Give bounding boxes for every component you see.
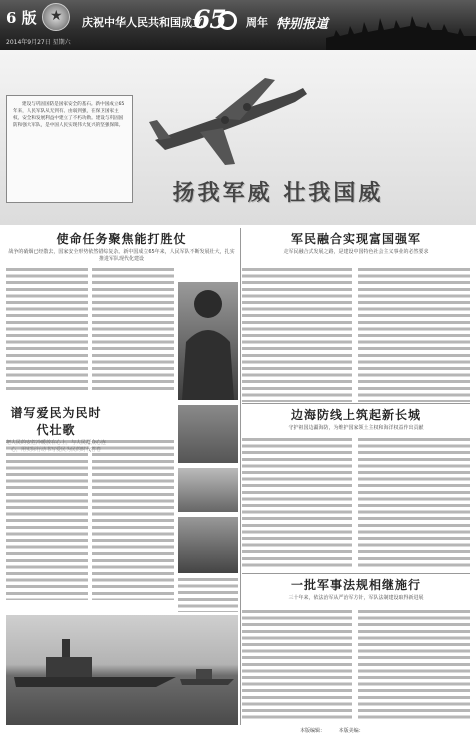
article-border: [242, 406, 470, 432]
publish-date: 2014年9月27日 星期六: [6, 39, 71, 46]
soldier-figure-icon: [178, 282, 238, 400]
article-civil-military-body-col2: [358, 268, 470, 402]
page-footer: [300, 727, 364, 734]
article-mission-title: 使命任务聚焦能打胜仗: [56, 232, 187, 246]
article-civil-military-subtitle: 走军民融合式发展之路，是建设中国特色社会主义事业的必然要求: [283, 249, 429, 255]
article-regulations: [242, 576, 470, 602]
troop-formation-photo: [178, 405, 238, 463]
intro-box: [6, 95, 133, 203]
hero-slogan: 扬我军威 壮我国威: [172, 181, 384, 206]
hero-section: [0, 50, 476, 225]
article-regulations-subtitle: 三十年来，依法治军从严治军方针，军队法制建设取得新进展: [288, 595, 424, 601]
page-number: 6 版: [6, 9, 37, 27]
article-border-title: 边海防线上筑起新长城: [290, 408, 421, 422]
article-border-body-col2: [358, 438, 470, 568]
column-divider: [240, 228, 241, 725]
article-people-body-col2: [92, 440, 174, 600]
anniversary-year-word: 周年: [246, 16, 268, 29]
soldiers-photo: [178, 282, 238, 400]
anniversary-number: [193, 5, 245, 35]
article-mission-body-col2: [92, 268, 174, 390]
article-civil-military-body-col1: [242, 268, 352, 402]
anniversary-number-text: 65: [193, 5, 226, 34]
section-divider-right-bottom: [242, 573, 470, 574]
rescue-vehicle-photo: [178, 468, 238, 512]
article-regulations-body-col1: [242, 610, 352, 722]
soldiers-silhouette-icon: [326, 8, 476, 50]
article-regulations-body-col2: [358, 610, 470, 722]
warship-icon: [6, 615, 238, 725]
page-header: [0, 0, 476, 50]
article-regulations-title: 一批军事法规相继施行: [290, 578, 421, 592]
article-people-title: 谱写爱民为民时代壮歌: [10, 406, 102, 437]
article-border-subtitle: 守护祖国边疆海防，为维护国家领土主权和海洋权益作出贡献: [288, 425, 424, 431]
article-mission-body-col1: [6, 268, 88, 390]
navy-ships-photo: [6, 615, 238, 725]
national-emblem-icon: [42, 3, 70, 31]
section-label: 特别报道: [276, 17, 329, 32]
anniversary-ring-icon: [218, 11, 237, 30]
article-people-body-col1: [6, 440, 88, 600]
section-divider-right-mid: [242, 403, 470, 404]
article-civil-military-title: 军民融合实现富国强军: [290, 232, 421, 246]
article-border-body-col1: [242, 438, 352, 568]
intro-text: 建设与巩固国防是国家安全的基石。新中国成立65年来，人民军队从无到有、由弱到强，在保卫国家主权、安全和发展利益中建立了不朽功勋。建设与巩固国防和强大军队，是中国人民实现伟大复兴的坚强保障。: [13, 102, 125, 129]
article-mission-subtitle: 战争的硝烟已经散去，国家安全形势依然错综复杂。新中国成立65年来，人民军队不断发展壮大，扎实推进军队现代化建设: [8, 249, 235, 262]
disaster-relief-photo: [178, 517, 238, 573]
airplane-icon: [145, 70, 315, 170]
article-mission: [6, 230, 237, 263]
footer-editor: 本版编辑：: [300, 728, 326, 734]
footer-designer: 本版美编：: [338, 728, 364, 734]
article-civil-military: [242, 230, 470, 256]
photo-captions: [178, 578, 238, 612]
header-title: 庆祝中华人民共和国成立: [82, 16, 203, 29]
